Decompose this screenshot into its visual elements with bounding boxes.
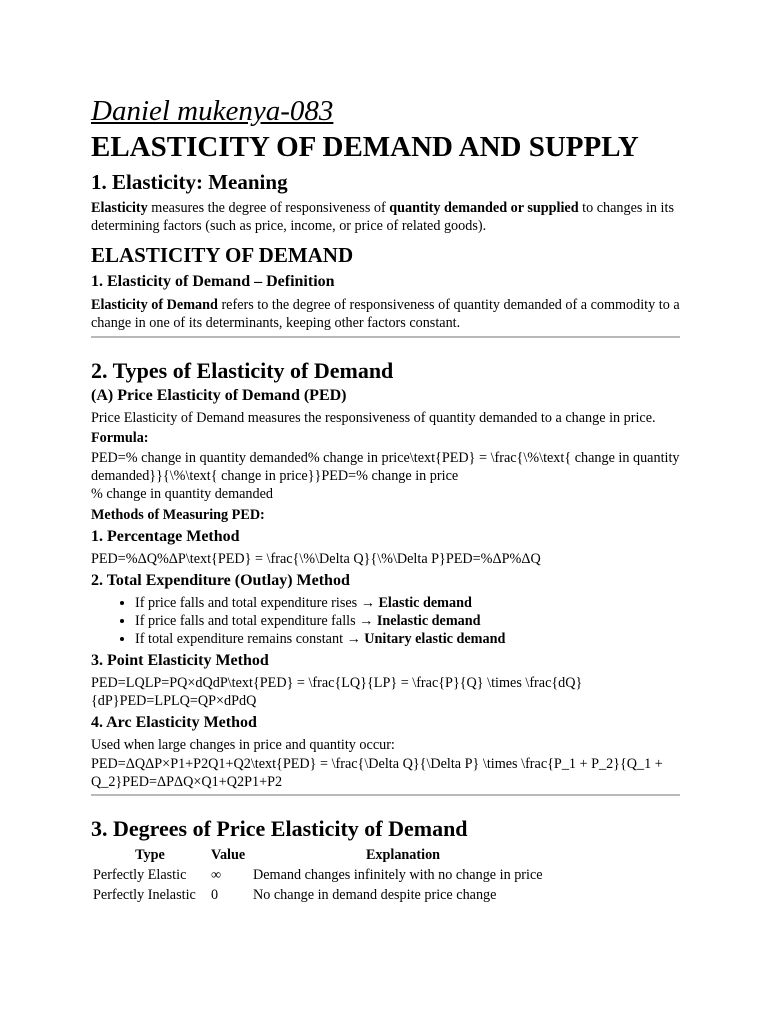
arrow-right-icon: → (360, 595, 375, 611)
meaning-paragraph: Elasticity measures the degree of responsiveness of quantity demanded or supplied to changes in its determining factors (such as price, income, or price of related goods). (91, 200, 674, 234)
method-point-formula: PED=LQLP=PQ×dQdP\text{PED} = \frac{LQ}{LP} = \frac{P}{Q} \times \frac{dQ}{dP}PED=LPLQ=QP×dPdQ (91, 675, 583, 709)
methods-label: Methods of Measuring PED: (91, 507, 265, 523)
cell-explanation: No change in demand despite price change (253, 887, 497, 903)
method-percentage-heading: 1. Percentage Method (91, 528, 240, 545)
author-name: Daniel mukenya-083 (91, 95, 334, 127)
section-heading-types: 2. Types of Elasticity of Demand (91, 358, 394, 383)
method-arc-formula: PED=ΔQΔP×P1+P2Q1+Q2\text{PED} = \frac{\Delta Q}{\Delta P} \times \frac{P_1 + P_2}{Q_1 + Q_2}PED=ΔPΔQ×Q1+Q2P1+P2 (91, 756, 663, 790)
definition-paragraph: Elasticity of Demand refers to the degree of responsiveness of quantity demanded of a commodity to a change in one of its determinants, keeping other factors constant. (91, 297, 680, 331)
cell-value: 0 (211, 887, 219, 903)
arrow-right-icon: → (346, 631, 361, 647)
arrow-right-icon: → (359, 613, 374, 629)
list-item: • If price falls and total expenditure rises → Elastic demand (135, 594, 680, 612)
subheading-definition: 1. Elasticity of Demand – Definition (91, 273, 335, 290)
section-heading-elasticity-of-demand: ELASTICITY OF DEMAND (91, 243, 354, 267)
formula-line-2: % change in quantity demanded (91, 486, 274, 502)
column-header-value: Value (211, 847, 246, 863)
divider (91, 336, 680, 338)
subheading-ped: (A) Price Elasticity of Demand (PED) (91, 387, 347, 404)
divider (91, 794, 680, 796)
method-arc-heading: 4. Arc Elasticity Method (91, 714, 257, 731)
list-item: • If price falls and total expenditure falls → Inelastic demand (135, 612, 680, 630)
formula-label: Formula: (91, 430, 149, 446)
table-header-row (91, 845, 555, 865)
section-heading-meaning: 1. Elasticity: Meaning (91, 170, 288, 194)
page-title: ELASTICITY OF DEMAND AND SUPPLY (91, 131, 639, 163)
cell-type: Perfectly Elastic (93, 867, 187, 883)
section-heading-degrees: 3. Degrees of Price Elasticity of Demand (91, 816, 468, 841)
method-total-expenditure-heading: 2. Total Expenditure (Outlay) Method (91, 572, 350, 589)
cell-type: Perfectly Inelastic (93, 887, 196, 903)
method-arc-description: Used when large changes in price and quantity occur: (91, 737, 395, 753)
column-header-explanation: Explanation (365, 847, 441, 863)
method-point-heading: 3. Point Elasticity Method (91, 652, 269, 669)
column-header-type: Type (135, 847, 165, 863)
cell-explanation: Demand changes infinitely with no change in price (253, 867, 543, 883)
table-row (91, 865, 555, 885)
table-row (91, 885, 555, 905)
list-item: • If total expenditure remains constant → Unitary elastic demand (135, 630, 680, 648)
cell-value: ∞ (211, 867, 222, 883)
method-percentage-formula: PED=%ΔQ%ΔP\text{PED} = \frac{\%\Delta Q}{\%\Delta P}PED=%ΔP%ΔQ (91, 551, 541, 567)
degrees-table (91, 845, 555, 905)
total-expenditure-list (91, 594, 680, 648)
ped-description: Price Elasticity of Demand measures the responsiveness of quantity demanded to a change in price. (91, 410, 656, 426)
formula-line-1: PED=% change in quantity demanded% change in price\text{PED} = \frac{\%\text{ change in quantity demanded}}{\%\text{ change in price}}PED=% change in price (91, 450, 680, 484)
